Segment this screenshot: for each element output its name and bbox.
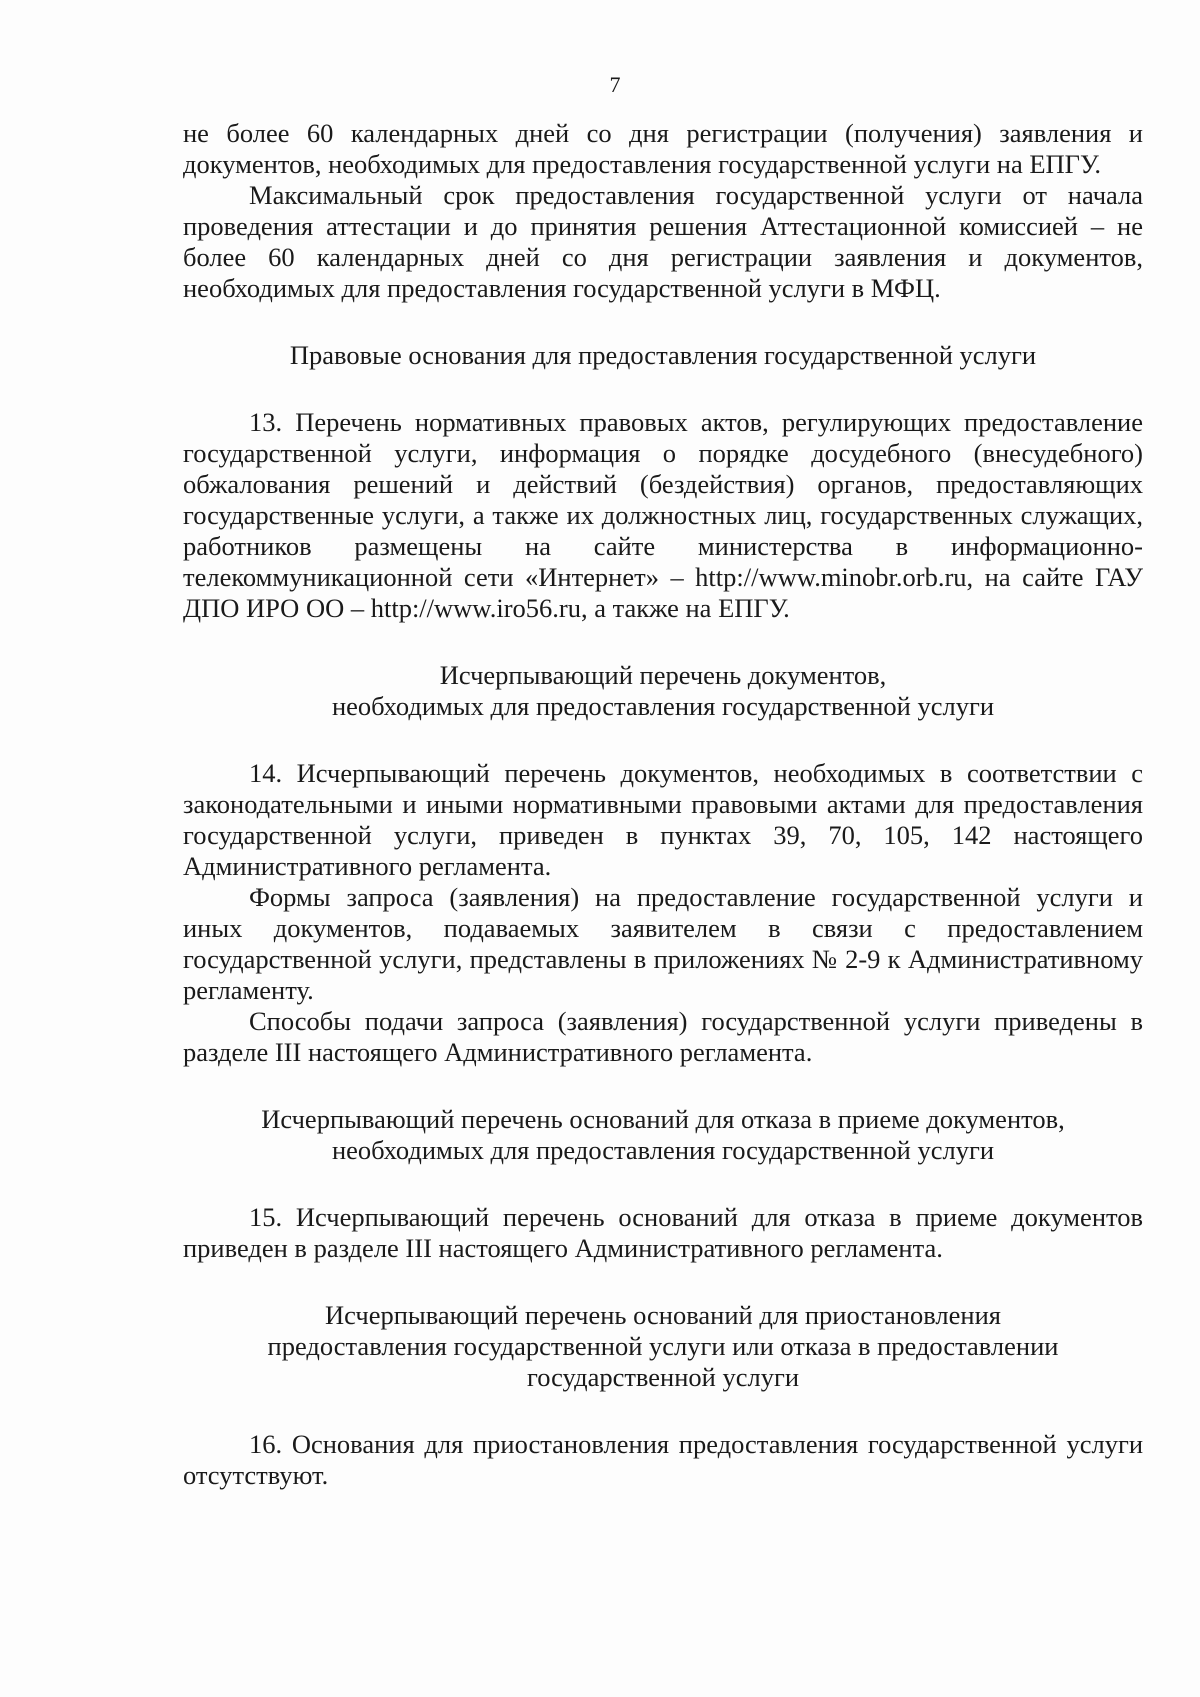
paragraph-16: 16. Основания для приостановления предоставления государственной услуги отсутствуют. — [183, 1429, 1143, 1490]
heading-documents-line2: необходимых для предоставления государственной услуги — [331, 691, 995, 721]
heading-suspension-line2: предоставления государственной услуги или отказа в предоставлении — [267, 1331, 1059, 1361]
spacer — [183, 624, 1143, 660]
heading-legal-basis: Правовые основания для предоставления государственной услуги — [289, 340, 1037, 370]
spacer — [183, 304, 1143, 340]
heading-refusal-line2: необходимых для предоставления государственной услуги — [331, 1135, 995, 1165]
spacer — [183, 1264, 1143, 1300]
page-body — [183, 118, 1143, 1491]
spacer — [183, 722, 1143, 758]
heading-refusal-line1: Исчерпывающий перечень оснований для отказа в приеме документов, — [261, 1104, 1065, 1134]
spacer — [183, 371, 1143, 407]
paragraph-14-methods: Способы подачи запроса (заявления) государственной услуги приведены в разделе III настоящего Административного регламента. — [183, 1006, 1143, 1067]
heading-suspension-line1: Исчерпывающий перечень оснований для приостановления — [325, 1300, 1001, 1330]
spacer — [183, 1068, 1143, 1104]
paragraph-14-forms: Формы запроса (заявления) на предоставление государственной услуги и иных документов, подаваемых заявителем в связи с предоставлением государственной услуги, представлены в приложениях № 2-9 к Административному регламенту. — [183, 882, 1143, 1005]
page-number: 7 — [609, 72, 621, 97]
paragraph-15: 15. Исчерпывающий перечень оснований для отказа в приеме документов приведен в разделе III настоящего Административного регламента. — [183, 1202, 1143, 1263]
heading-suspension-line3: государственной услуги — [526, 1362, 800, 1392]
paragraph-intro-continuation: не более 60 календарных дней со дня регистрации (получения) заявления и документов, необходимых для предоставления государственной услуги на ЕПГУ. — [183, 118, 1143, 179]
spacer — [183, 1393, 1143, 1429]
heading-documents-line1: Исчерпывающий перечень документов, — [439, 660, 887, 690]
spacer — [183, 1166, 1143, 1202]
paragraph-13: 13. Перечень нормативных правовых актов, регулирующих предоставление государственной услуги, информация о порядке досудебного (внесудебного) обжалования решений и действий (бездействия) органов, предоставляющих государственные услуги, а также их должностных лиц, государственных служащих, работников размещены на сайте министерства в информационно-телекоммуникационной сети «Интернет» – http://www.minobr.orb.ru, на сайте ГАУ ДПО ИРО ОО – http://www.iro56.ru, а также на ЕПГУ. — [183, 407, 1143, 623]
paragraph-max-term: Максимальный срок предоставления государственной услуги от начала проведения аттестации и до принятия решения Аттестационной комиссией – не более 60 календарных дней со дня регистрации заявления и документов, необходимых для предоставления государственной услуги в МФЦ. — [183, 180, 1143, 303]
paragraph-14: 14. Исчерпывающий перечень документов, необходимых в соответствии с законодательными и иными нормативными правовыми актами для предоставления государственной услуги, приведен в пунктах 39, 70, 105, 142 настоящего Административного регламента. — [183, 758, 1143, 881]
